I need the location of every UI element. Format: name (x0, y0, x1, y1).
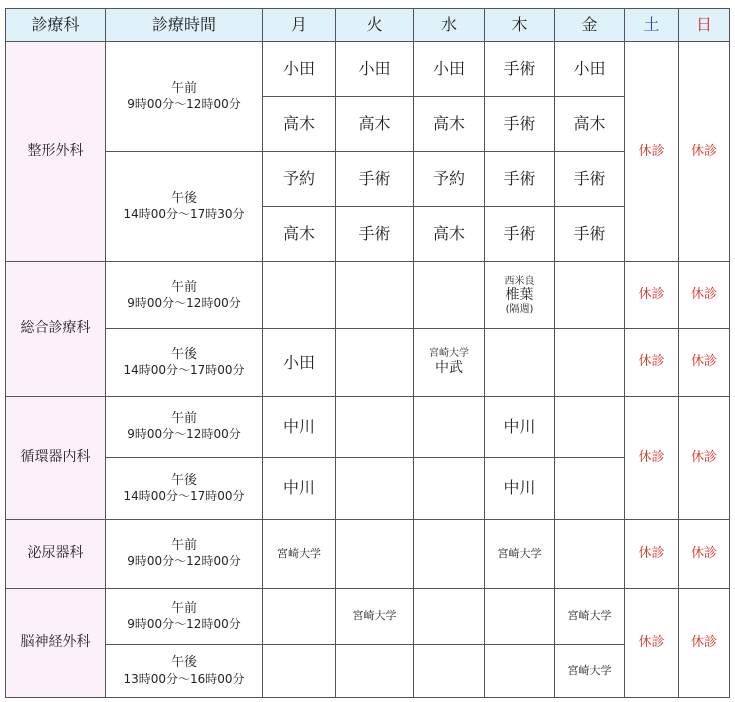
table-row (6, 262, 730, 329)
clinic-schedule-table (5, 8, 730, 698)
schedule-cell (555, 519, 625, 588)
schedule-cell: 小田 (263, 329, 336, 396)
time-range: 9時00分～12時00分 (127, 296, 241, 311)
schedule-cell: 宮崎大学 (263, 519, 336, 588)
schedule-cell (263, 588, 336, 644)
closed-cell: 休診 (679, 262, 730, 329)
schedule-cell: 予約 (263, 152, 336, 207)
time-label: 午後 (170, 655, 197, 671)
header-wed: 水 (414, 9, 485, 42)
table-row (6, 588, 730, 644)
time-slot-pm (106, 644, 263, 697)
schedule-cell: 手術 (336, 152, 414, 207)
schedule-cell: 宮崎大学 (336, 588, 414, 644)
schedule-cell (485, 329, 555, 396)
time-label: 午前 (170, 538, 197, 554)
time-range: 9時00分～12時00分 (127, 97, 241, 112)
schedule-cell (555, 396, 625, 457)
time-slot-pm (106, 457, 263, 519)
schedule-cell (414, 329, 485, 396)
table-row (6, 644, 730, 697)
schedule-cell: 手術 (555, 152, 625, 207)
header-sun: 日 (679, 9, 730, 42)
schedule-cell (485, 644, 555, 697)
time-range: 13時00分～16時00分 (123, 671, 245, 686)
time-label: 午前 (170, 410, 197, 426)
schedule-cell (555, 329, 625, 396)
schedule-cell (336, 396, 414, 457)
schedule-cell: 高木 (555, 97, 625, 152)
schedule-cell: 中川 (263, 457, 336, 519)
schedule-cell: 小田 (414, 42, 485, 97)
closed-cell: 休診 (679, 396, 730, 519)
schedule-cell (485, 588, 555, 644)
schedule-cell: 高木 (414, 207, 485, 262)
closed-cell: 休診 (625, 588, 679, 697)
time-range: 9時00分～12時00分 (127, 427, 241, 442)
dept-orthopedics: 整形外科 (6, 42, 106, 262)
schedule-cell (336, 644, 414, 697)
time-range: 9時00分～12時00分 (127, 616, 241, 631)
affiliation-label: 西米良 (504, 275, 535, 287)
time-range: 14時00分～17時00分 (123, 363, 245, 378)
closed-cell: 休診 (679, 519, 730, 588)
time-slot-pm (106, 152, 263, 262)
time-slot-am (106, 262, 263, 329)
time-slot-am (106, 396, 263, 457)
dept-cardiology: 循環器内科 (6, 396, 106, 519)
header-row (6, 9, 730, 42)
schedule-cell (485, 262, 555, 329)
schedule-cell: 手術 (485, 207, 555, 262)
schedule-cell (414, 262, 485, 329)
time-slot-am (106, 519, 263, 588)
time-label: 午前 (170, 600, 197, 616)
schedule-cell: 高木 (263, 207, 336, 262)
closed-cell: 休診 (679, 329, 730, 396)
time-label: 午前 (170, 81, 197, 96)
time-slot-am (106, 588, 263, 644)
schedule-cell (414, 457, 485, 519)
closed-cell: 休診 (679, 42, 730, 262)
schedule-cell: 小田 (555, 42, 625, 97)
schedule-cell (263, 644, 336, 697)
schedule-cell (414, 396, 485, 457)
table-row (6, 152, 730, 207)
schedule-cell: 中川 (485, 396, 555, 457)
schedule-cell: 高木 (336, 97, 414, 152)
schedule-cell: 予約 (414, 152, 485, 207)
time-range: 14時00分～17時30分 (123, 207, 245, 222)
schedule-cell (336, 262, 414, 329)
closed-cell: 休診 (679, 588, 730, 697)
table-row (6, 396, 730, 457)
header-thu: 木 (485, 9, 555, 42)
header-dept: 診療科 (6, 9, 106, 42)
table-row (6, 457, 730, 519)
schedule-cell: 宮崎大学 (555, 588, 625, 644)
schedule-cell: 高木 (263, 97, 336, 152)
header-fri: 金 (555, 9, 625, 42)
schedule-cell: 手術 (555, 207, 625, 262)
dept-general: 総合診療科 (6, 262, 106, 396)
doctor-name: 中武 (435, 359, 463, 376)
closed-cell: 休診 (625, 42, 679, 262)
schedule-cell (336, 519, 414, 588)
schedule-cell (414, 519, 485, 588)
header-tue: 火 (336, 9, 414, 42)
schedule-cell: 小田 (336, 42, 414, 97)
schedule-cell: 手術 (485, 152, 555, 207)
closed-cell: 休診 (625, 519, 679, 588)
dept-neurosurgery: 脳神経外科 (6, 588, 106, 697)
affiliation-label: 宮崎大学 (429, 348, 469, 360)
doctor-name: 椎葉 (505, 287, 534, 303)
time-label: 午後 (170, 346, 197, 362)
schedule-cell (336, 329, 414, 396)
schedule-cell: 高木 (414, 97, 485, 152)
schedule-cell: 手術 (485, 97, 555, 152)
schedule-cell: 中川 (485, 457, 555, 519)
time-range: 9時00分～12時00分 (127, 554, 241, 569)
time-slot-pm (106, 329, 263, 396)
time-label: 午前 (170, 279, 197, 295)
schedule-cell: 宮崎大学 (555, 644, 625, 697)
closed-cell: 休診 (625, 396, 679, 519)
time-range: 14時00分～17時00分 (123, 488, 245, 503)
schedule-cell (336, 457, 414, 519)
time-label: 午後 (170, 191, 197, 207)
schedule-cell (414, 588, 485, 644)
dept-urology: 泌尿器科 (6, 519, 106, 588)
frequency-note: (隔週) (505, 303, 534, 315)
time-label: 午後 (170, 472, 197, 488)
schedule-cell (555, 262, 625, 329)
schedule-cell: 宮崎大学 (485, 519, 555, 588)
table-row (6, 42, 730, 97)
schedule-cell (263, 262, 336, 329)
schedule-cell: 中川 (263, 396, 336, 457)
table-row (6, 519, 730, 588)
schedule-cell: 手術 (336, 207, 414, 262)
time-slot-am (106, 42, 263, 152)
schedule-cell: 手術 (485, 42, 555, 97)
header-sat: 土 (625, 9, 679, 42)
header-hours: 診療時間 (106, 9, 263, 42)
schedule-cell (555, 457, 625, 519)
header-mon: 月 (263, 9, 336, 42)
table-row (6, 329, 730, 396)
closed-cell: 休診 (625, 329, 679, 396)
schedule-cell (414, 644, 485, 697)
closed-cell: 休診 (625, 262, 679, 329)
schedule-cell: 小田 (263, 42, 336, 97)
